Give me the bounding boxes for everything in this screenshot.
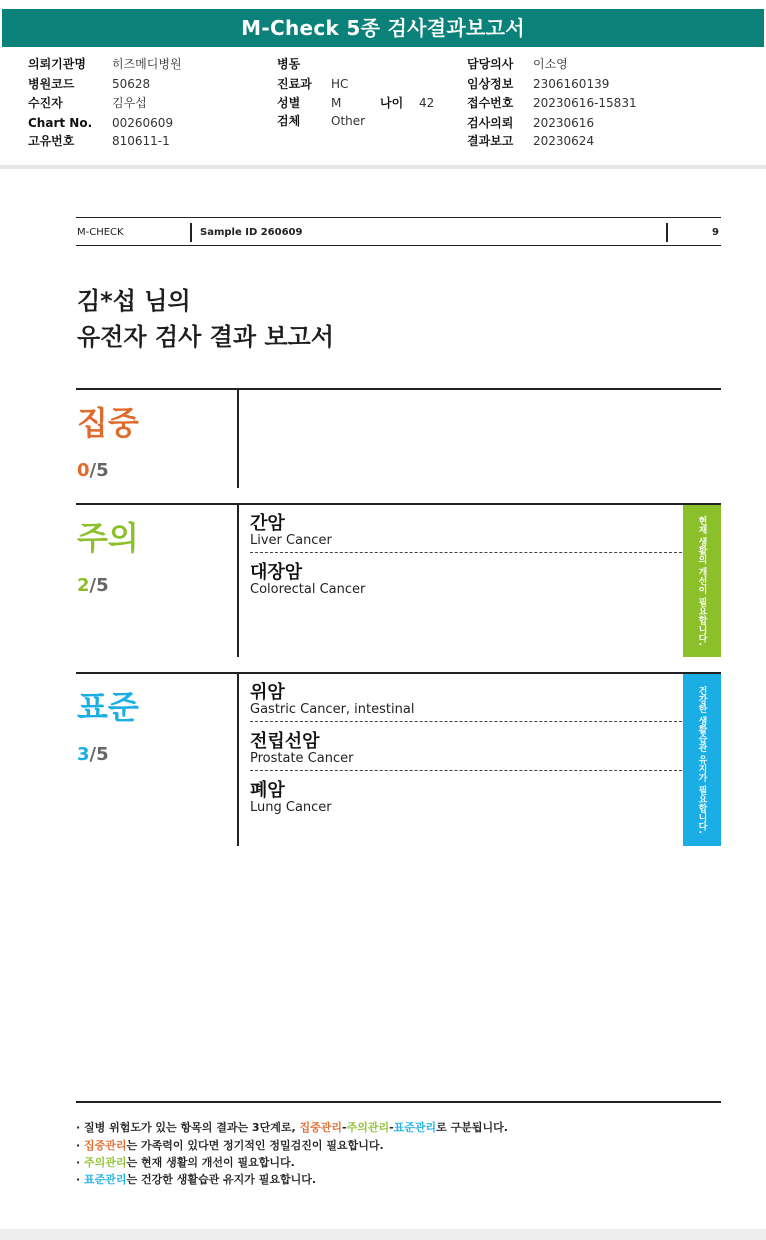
value-specimen: Other (331, 114, 366, 128)
note-bullet: · (76, 1173, 85, 1186)
value-unique-id: 810611-1 (112, 134, 170, 148)
note-4-text: 는 건강한 생활습관 유지가 필요합니다. (126, 1173, 317, 1186)
page-number: 9 (712, 227, 719, 238)
label-department: 진료과 (277, 77, 312, 91)
focus-count (77, 460, 109, 481)
standard-section-rule (76, 672, 721, 674)
note-2-key: 집중관리 (84, 1139, 127, 1152)
item-gastric-cancer-en: Gastric Cancer, intestinal (250, 702, 415, 717)
item-gastric-cancer-ko: 위암 (250, 682, 285, 703)
label-hospital-code: 병원코드 (28, 77, 75, 91)
report-heading-line-2: 유전자 검사 결과 보고서 (77, 323, 334, 351)
note-1-focus: 집중관리 (299, 1121, 342, 1134)
page-header-bottom-rule (76, 245, 721, 246)
caution-item-separator (250, 552, 682, 553)
label-doctor: 담당의사 (467, 57, 514, 71)
value-age: 42 (419, 96, 435, 110)
standard-count-number: 3 (77, 744, 90, 765)
note-4 (76, 1171, 316, 1187)
standard-side-banner: 건강한 생활습관 유지가 필요합니다. (683, 674, 721, 846)
note-1-dash-2: - (389, 1121, 394, 1134)
value-receipt-no: 20230616-15831 (533, 96, 637, 110)
label-sex: 성별 (277, 96, 301, 110)
standard-section-divider (237, 674, 239, 846)
label-hospital: 의뢰기관명 (28, 57, 86, 71)
page-brand: M-CHECK (77, 227, 124, 238)
note-1-standard: 표준관리 (393, 1121, 437, 1134)
caution-section-rule (76, 503, 721, 505)
note-bullet: · (76, 1156, 85, 1169)
caution-count-number: 2 (77, 575, 90, 596)
page-header-divider-1 (190, 223, 192, 242)
label-request-date: 검사의뢰 (467, 116, 514, 130)
note-bullet: · (76, 1121, 85, 1134)
page-header-divider-2 (666, 223, 668, 242)
label-clinical-info: 임상정보 (467, 77, 514, 91)
label-unique-id: 고유번호 (28, 134, 75, 148)
value-report-date: 20230624 (533, 134, 595, 148)
value-chart-no: 00260609 (112, 116, 174, 130)
caution-title: 주의 (77, 519, 139, 557)
item-lung-cancer-ko: 폐암 (250, 780, 285, 801)
item-liver-cancer-ko: 간암 (250, 513, 285, 534)
page-bottom-band (0, 1229, 766, 1240)
note-1-text: 질병 위험도가 있는 항목의 결과는 3단계로, (84, 1121, 300, 1134)
focus-title: 집중 (77, 404, 139, 442)
item-colorectal-cancer-ko: 대장암 (250, 562, 303, 583)
note-3-key: 주의관리 (84, 1156, 127, 1169)
label-chart-no: Chart No. (28, 116, 93, 130)
label-patient: 수진자 (28, 96, 63, 110)
note-1 (76, 1119, 508, 1135)
value-doctor: 이소영 (533, 57, 568, 71)
label-ward: 병동 (277, 57, 301, 71)
note-4-key: 표준관리 (84, 1173, 127, 1186)
focus-section-divider (237, 390, 239, 488)
standard-item-separator-1 (250, 721, 682, 722)
label-report-date: 결과보고 (467, 134, 514, 148)
page-header-top-rule (76, 217, 721, 218)
label-specimen: 검체 (277, 114, 301, 128)
focus-count-total: /5 (89, 460, 109, 481)
note-2 (76, 1137, 384, 1153)
note-1-dash-1: - (341, 1121, 347, 1134)
item-prostate-cancer-ko: 전립선암 (250, 731, 320, 752)
item-prostate-cancer-en: Prostate Cancer (250, 751, 354, 766)
standard-count (77, 744, 109, 765)
label-receipt-no: 접수번호 (467, 96, 514, 110)
value-hospital-code: 50628 (112, 77, 151, 91)
report-heading-line-1: 김*섭 님의 (77, 287, 191, 315)
label-age: 나이 (380, 96, 404, 110)
note-1-suffix: 로 구분됩니다. (436, 1121, 508, 1134)
note-2-text: 는 가족력이 있다면 정기적인 정밀검진이 필요합니다. (126, 1139, 384, 1152)
header-divider (0, 165, 766, 169)
item-colorectal-cancer-en: Colorectal Cancer (250, 582, 366, 597)
standard-title: 표준 (77, 688, 139, 726)
footer-rule (76, 1101, 721, 1103)
caution-side-banner: 현재 생활의 개선이 필요합니다. (683, 505, 721, 657)
note-bullet: · (76, 1139, 85, 1152)
caution-count-total: /5 (89, 575, 109, 596)
value-department: HC (331, 77, 349, 91)
item-lung-cancer-en: Lung Cancer (250, 800, 332, 815)
focus-count-number: 0 (77, 460, 90, 481)
item-liver-cancer-en: Liver Cancer (250, 533, 332, 548)
report-title: M-Check 5종 검사결과보고서 (2, 9, 764, 47)
value-hospital: 히즈메디병원 (112, 57, 182, 71)
note-3-text: 는 현재 생활의 개선이 필요합니다. (126, 1156, 295, 1169)
value-request-date: 20230616 (533, 116, 595, 130)
sample-id: Sample ID 260609 (200, 227, 303, 238)
focus-section-rule (76, 388, 721, 390)
caution-count (77, 575, 109, 596)
caution-section-divider (237, 505, 239, 657)
standard-item-separator-2 (250, 770, 682, 771)
standard-count-total: /5 (89, 744, 109, 765)
note-1-caution: 주의관리 (346, 1121, 390, 1134)
note-3 (76, 1154, 295, 1170)
value-clinical-info: 2306160139 (533, 77, 610, 91)
value-sex: M (331, 96, 342, 110)
value-patient: 김우섭 (112, 96, 147, 110)
